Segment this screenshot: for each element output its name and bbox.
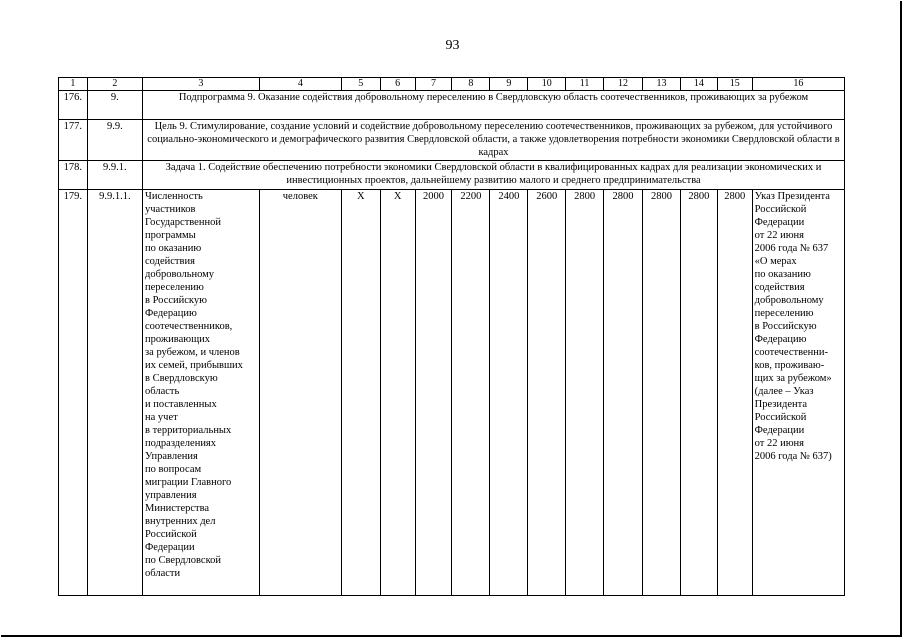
value-cell: 2400 — [490, 190, 528, 596]
indicator-name: Численность участников Государственной программы по оказанию содействия добровольному переселению в Российскую Федерацию соотечественников, проживающих за рубежом, и членов их семей, прибывших в Свердловскую область и поставленных на учет в территориальных подразделениях Управления по вопросам миграции Главного управления Министерства внутренних дел Российской Федерации по Свердловской области — [143, 190, 260, 596]
column-number: 15 — [717, 78, 752, 91]
column-number: 7 — [415, 78, 452, 91]
goal-title: Цель 9. Стимулирование, создание условий и содействие добровольному переселению соотечественников, проживающих за рубежом, для устойчивого социально-экономического и демографического развития Свердловской области, а также удовлетворения потребности экономики Свердловской области в кадрах — [143, 120, 845, 161]
table-row — [59, 161, 845, 190]
column-number: 13 — [643, 78, 681, 91]
page-number: 93 — [445, 38, 460, 53]
column-number: 1 — [59, 78, 88, 91]
column-number: 16 — [752, 78, 844, 91]
row-code: 9.9.1.1. — [87, 190, 142, 596]
value-cell: 2000 — [415, 190, 452, 596]
indicator-row — [59, 190, 845, 596]
row-number: 178. — [59, 161, 88, 190]
table-row — [59, 91, 845, 120]
row-code: 9. — [87, 91, 142, 120]
row-code: 9.9.1. — [87, 161, 142, 190]
column-number: 5 — [341, 78, 380, 91]
column-number: 4 — [259, 78, 341, 91]
column-number: 14 — [680, 78, 717, 91]
row-number: 176. — [59, 91, 88, 120]
column-number-row — [59, 78, 845, 91]
value-cell: 2800 — [643, 190, 681, 596]
value-cell: 2600 — [528, 190, 566, 596]
value-cell: X — [380, 190, 415, 596]
table-row — [59, 120, 845, 161]
indicator-table — [58, 77, 845, 596]
column-number: 3 — [143, 78, 260, 91]
column-number: 8 — [452, 78, 490, 91]
value-cell: 2800 — [680, 190, 717, 596]
row-code: 9.9. — [87, 120, 142, 161]
row-number: 179. — [59, 190, 88, 596]
task-title: Задача 1. Содействие обеспечению потребности экономики Свердловской области в квалифицированных кадрах для реализации экономических и инвестиционных проектов, дальнейшему развитию малого и среднего предпринимательства — [143, 161, 845, 190]
value-cell: 2800 — [604, 190, 643, 596]
value-cell: 2800 — [717, 190, 752, 596]
column-number: 2 — [87, 78, 142, 91]
value-cell: X — [341, 190, 380, 596]
value-cell: 2200 — [452, 190, 490, 596]
row-number: 177. — [59, 120, 88, 161]
column-number: 12 — [604, 78, 643, 91]
indicator-unit: человек — [259, 190, 341, 596]
column-number: 11 — [566, 78, 604, 91]
column-number: 6 — [380, 78, 415, 91]
column-number: 10 — [528, 78, 566, 91]
subprogram-title: Подпрограмма 9. Оказание содействия добровольному переселению в Свердловскую область соотечественников, проживающих за рубежом — [143, 91, 845, 120]
value-cell: 2800 — [566, 190, 604, 596]
legal-source: Указ Президента Российской Федерации от 22 июня 2006 года № 637 «О мерах по оказанию содействия добровольному переселению в Российскую Федерацию соотечественни- ков, проживаю- щих за рубежом» (далее – Указ Президента Российской Федерации от 22 июня 2006 года № 637) — [752, 190, 844, 596]
column-number: 9 — [490, 78, 528, 91]
